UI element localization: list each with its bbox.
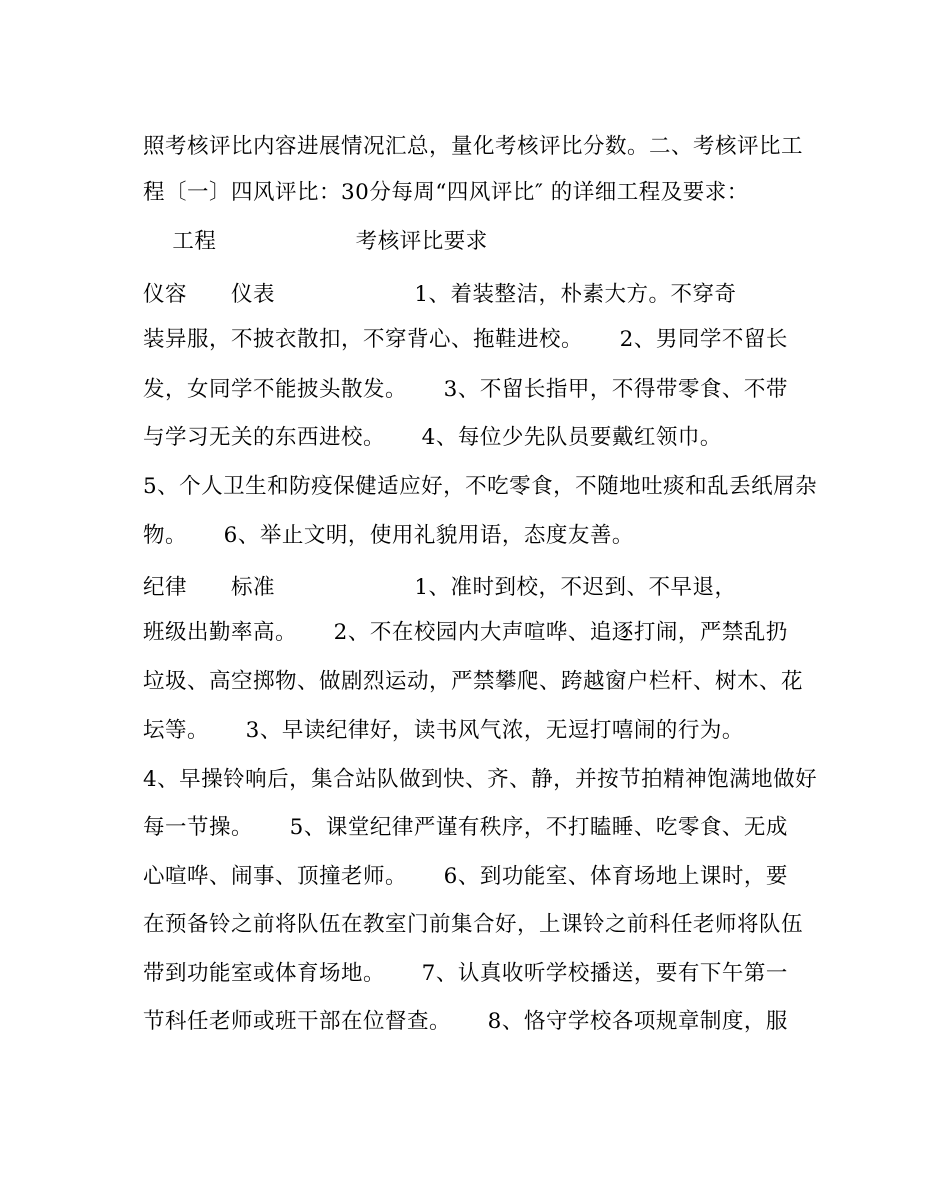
text-line-13: 坛等。 3、早读纪律好，读书风气浓，无逗打嘻闹的行为。 bbox=[143, 718, 744, 743]
text-line-8: 5、个人卫生和防疫保健适应好，不吃零食，不随地吐痰和乱丢纸屑杂 bbox=[143, 474, 818, 499]
text-line-7: 与学习无关的东西进校。 4、每位少先队员要戴红领巾。 bbox=[143, 425, 722, 450]
text-line-11: 班级出勤率高。 2、不在校园内大声喧哗、追逐打闹，严禁乱扔 bbox=[143, 620, 788, 645]
text-line-6: 发，女同学不能披头散发。 3、不留长指甲，不得带零食、不带 bbox=[143, 377, 788, 402]
text-line-1: 照考核评比内容进展情况汇总，量化考核评比分数。二、考核评比工 bbox=[143, 134, 804, 159]
text-line-16: 心喧哗、闹事、顶撞老师。 6、到功能室、体育场地上课时，要 bbox=[143, 864, 788, 889]
text-line-19: 节科任老师或班干部在位督查。 8、恪守学校各项规章制度，服 bbox=[143, 1009, 788, 1034]
table-header-line: 工程 考核评比要求 bbox=[143, 229, 488, 254]
text-line-2: 程〔一〕四风评比：30分每周“四风评比″ 的详细工程及要求： bbox=[143, 180, 749, 205]
text-line-18: 带到功能室或体育场地。 7、认真收听学校播送，要有下午第一 bbox=[143, 961, 788, 986]
text-line-5: 装异服，不披衣散扣，不穿背心、拖鞋进校。 2、男同学不留长 bbox=[143, 327, 788, 352]
text-line-12: 垃圾、高空掷物、做剧烈运动，严禁攀爬、跨越窗户栏杆、树木、花 bbox=[143, 669, 804, 694]
text-line-10: 纪律 标准 1、准时到校，不迟到、不早退， bbox=[143, 575, 737, 600]
text-line-15: 每一节操。 5、课堂纪律严谨有秩序，不打瞌睡、吃零食、无成 bbox=[143, 815, 788, 840]
text-line-17: 在预备铃之前将队伍在教室门前集合好，上课铃之前科任老师将队伍 bbox=[143, 912, 804, 937]
text-line-4: 仪容 仪表 1、着装整洁，朴素大方。不穿奇 bbox=[143, 282, 737, 307]
text-line-14: 4、早操铃响后，集合站队做到快、齐、静，并按节拍精神饱满地做好 bbox=[143, 767, 818, 792]
text-line-9: 物。 6、举止文明，使用礼貌用语，态度友善。 bbox=[143, 523, 634, 548]
